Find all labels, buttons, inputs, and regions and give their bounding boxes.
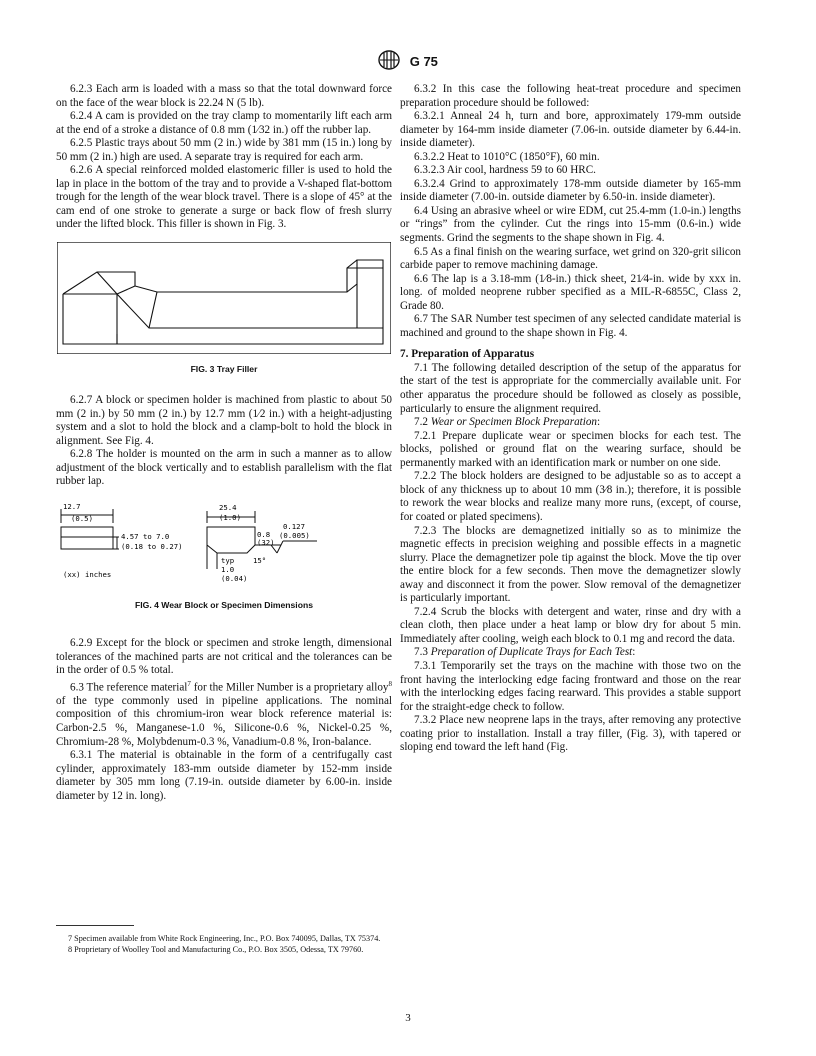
para-6-6: 6.6 The lap is a 3.18-mm (1⁄8-in.) thick sheet, 21⁄4-in. wide by xxx in. long. of molded neoprene rubber specified as a MIL-R-6855C, Class 2, Grade 80.	[400, 272, 741, 312]
para-7-2-1: 7.2.1 Prepare duplicate wear or specimen blocks for each test. The blocks, polished or ground flat on the wearing surface, should be permanently marked with an identification mark or number on one side.	[400, 429, 741, 469]
para-6-3-2-1: 6.3.2.1 Anneal 24 h, turn and bore, approximately 179-mm outside diameter by 164-mm inside diameter (7.06-in. outside diameter by 6.44-in. inside diameter).	[400, 110, 741, 150]
figure-3-caption: FIG. 3 Tray Filler	[190, 363, 258, 374]
footnotes	[56, 934, 392, 956]
para-7-2-colon: :	[596, 416, 601, 429]
right-column	[400, 83, 741, 755]
para-7-3-1: 7.3.1 Temporarily set the trays on the machine with those two on the front having the interlocking edge facing frontward and those on the rear with the interlocking edges facing rearward. This provides a stable support for the straight-edge check to follow.	[400, 659, 741, 713]
dim-0-8: 0.8	[257, 529, 271, 539]
para-7-3-2: 7.3.2 Place new neoprene laps in the trays, after removing any protective coating prior to installation. Install a tray filler, (Fig. 3), with tapered or sloping end toward the left hand (Fig.	[400, 714, 741, 754]
para-6-3-2-2: 6.3.2.2 Heat to 1010°C (1850°F), 60 min.	[414, 150, 600, 163]
dim-typ: typ	[221, 555, 235, 565]
para-6-2-5: 6.2.5 Plastic trays about 50 mm (2 in.) wide by 381 mm (15 in.) long by 50 mm (2 in.) high are used. A separate tray is required for each arm.	[56, 137, 392, 163]
tray-filler-drawing	[57, 242, 391, 354]
para-6-3-2-4: 6.3.2.4 Grind to approximately 178-mm outside diameter by 165-mm inside diameter (7.00-in. outside diameter by 6.50-in. inside diameter).	[400, 177, 741, 204]
para-6-3-text-a: 6.3 The reference material	[70, 681, 188, 694]
astm-logo-icon	[378, 50, 400, 73]
left-column	[56, 83, 392, 803]
para-7-3-colon: :	[632, 646, 636, 659]
dim-12-7: 12.7	[63, 501, 81, 511]
para-6-2-3: 6.2.3 Each arm is loaded with a mass so that the total downward force on the face of the wear block is 22.24 N (5 lb).	[56, 83, 392, 109]
dim-0-005: (0.005)	[279, 530, 310, 540]
figure-4-caption: FIG. 4 Wear Block or Specimen Dimensions	[135, 600, 313, 611]
para-7-2	[400, 416, 741, 430]
footnote-ref-8: 8	[388, 679, 392, 688]
dim-0-18: (0.18 to 0.27)	[121, 541, 183, 551]
para-6-3-text-c: of the type commonly used in pipeline applications. The nominal composition of this chromium-iron wear block reference material is: Carbon-2.5 %, Manganese-1.0 %, Silicone-0.6 %, Nickel-0.25 %, Chromium-28 %, Molybdenum-0.3 %, Vanadium-0.8 %, Iron-balance.	[56, 694, 392, 748]
para-6-4: 6.4 Using an abrasive wheel or wire EDM, cut 25.4-mm (1.0-in.) lengths or “rings” from the cylinder. Cut the rings into 15-mm (0.6-in.) wide segments. Grind the segments to the shape shown in Fig. 4.	[400, 204, 741, 245]
dim-32: (32)	[257, 537, 275, 547]
footnote-8: 8 Proprietary of Woolley Tool and Manufacturing Co., P.O. Box 3505, Odessa, TX 79760.	[68, 945, 364, 954]
para-6-3-1: 6.3.1 The material is obtainable in the form of a centrifugally cast cylinder, approximately 183-mm outside diameter by 152-mm inside diameter by 305 mm long (7.19-in. outside diameter by 6.00-in. inside diameter by 12 in. long).	[56, 749, 392, 802]
para-6-2-4: 6.2.4 A cam is provided on the tray clamp to momentarily lift each arm at the end of a stroke a distance of 0.8 mm (1⁄32 in.) off the rubber lap.	[56, 110, 392, 136]
para-7-2-4: 7.2.4 Scrub the blocks with detergent and water, rinse and dry with a clean cloth, then place under a heat lamp or blow dry for about 5 min. Immediately after cooling, weigh each block to 0.1 mg and record the data.	[400, 605, 741, 645]
para-6-2-7: 6.2.7 A block or specimen holder is machined from plastic to about 50 mm (2 in.) by 50 mm (2 in.) by 12.7 mm (1⁄2 in.) with a height-adjusting system and a slot to hold the block and a clamp-bolt to hold the block in alignment. See Fig. 4.	[56, 394, 392, 447]
para-6-2-8: 6.2.8 The holder is mounted on the arm in such a manner as to allow adjustment of the block vertically and to establish parallelism with the flat rubber lap.	[56, 448, 392, 488]
figure-3	[56, 242, 392, 376]
para-7-2-2: 7.2.2 The block holders are designed to be adjustable so as to accept a block of any thickness up to about 10 mm (3⁄8 in.); therefore, it is possible to rework the wear blocks and realize many more runs, (except, of course, for coated or plated specimens).	[400, 470, 741, 523]
para-7-3-title: Preparation of Duplicate Trays for Each Test	[430, 646, 633, 659]
para-6-2-9: 6.2.9 Except for the block or specimen and stroke length, dimensional tolerances of the machined parts are not critical and the tolerances can be in the order of 0.5 % total.	[56, 637, 392, 677]
dim-4-57: 4.57 to 7.0	[121, 531, 170, 541]
para-7-3-num: 7.3	[414, 646, 431, 659]
para-6-3-2-3: 6.3.2.3 Air cool, hardness 59 to 60 HRC.	[414, 164, 596, 177]
para-7-1: 7.1 The following detailed description of the setup of the apparatus for the start of the test is appropriate for the commercially available unit. For other apparatus the procedure should be followed as closely as possible, particularly to ensure the alignment required.	[400, 361, 741, 415]
units-note: (xx) inches	[63, 569, 112, 579]
para-6-2-6: 6.2.6 A special reinforced molded elastomeric filler is used to hold the lap in place in the bottom of the tray and to provide a V-shaped flat-bottom trough for the length of the wear block travel. There is a slope of 45° at the cam end of one stroke to generate a surge or back flow of fresh slurry under the lifted block. This filler is shown in Fig. 3.	[56, 164, 392, 231]
page-header	[0, 50, 816, 73]
standard-code: G 75	[409, 54, 438, 69]
para-6-3	[56, 678, 392, 749]
para-6-3-2: 6.3.2 In this case the following heat-treat procedure and specimen preparation procedure should be followed:	[400, 83, 741, 109]
dim-0-04: (0.04)	[221, 573, 248, 583]
dim-1-0: (1.0)	[219, 512, 241, 522]
para-7-3	[400, 646, 741, 660]
figure-4	[56, 501, 392, 613]
footnote-7: 7 Specimen available from White Rock Engineering, Inc., P.O. Box 740095, Dallas, TX 75374.	[68, 934, 381, 943]
dim-25-4: 25.4	[219, 502, 237, 512]
dim-0-127: 0.127	[283, 521, 305, 531]
dim-angle: 15°	[253, 555, 267, 565]
section-7-heading: 7. Preparation of Apparatus	[400, 348, 535, 361]
wear-block-dimensions-drawing	[57, 501, 391, 597]
para-6-3-text-b: for the Miller Number is a proprietary alloy	[190, 681, 389, 694]
para-6-7: 6.7 The SAR Number test specimen of any selected candidate material is machined and ground to the shape shown in Fig. 4.	[400, 313, 741, 339]
para-6-5: 6.5 As a final finish on the wearing surface, wet grind on 320-grit silicon carbide paper to remove machining damage.	[400, 245, 741, 272]
dim-0-5: (0.5)	[71, 513, 93, 523]
footnote-rule	[56, 925, 134, 926]
footnote-ref-7: 7	[187, 679, 191, 688]
dim-1-0b: 1.0	[221, 564, 235, 574]
para-7-2-3: 7.2.3 The blocks are demagnetized initially so as to minimize the magnetic effects in precision weighing and possible effects in a magnetic slurry. Place the demagnetizer pole tip against the block. Move the tip over the entire block for a few seconds. Then move the demagnetizer slowly away and disconnect it from the power. Slow removal of the demagnetizer is particularly important.	[400, 524, 741, 605]
para-7-2-num: 7.2	[414, 416, 431, 429]
para-7-2-title: Wear or Specimen Block Preparation	[430, 416, 597, 429]
page-number: 3	[405, 1012, 411, 1024]
